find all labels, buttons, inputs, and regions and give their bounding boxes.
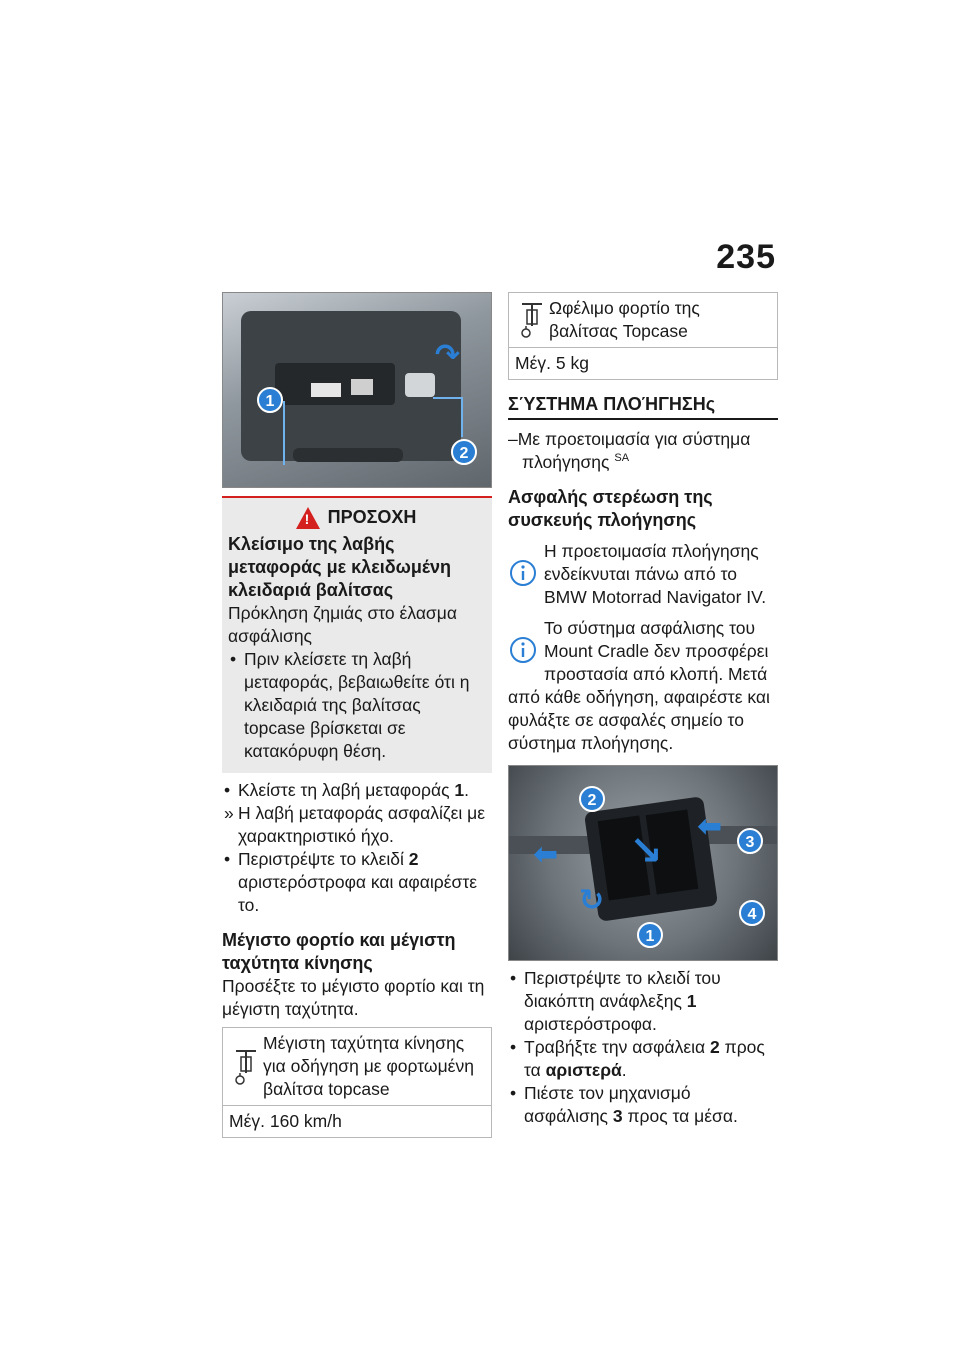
warning-triangle-icon: ! <box>296 507 320 529</box>
callout-marker: 2 <box>579 786 605 812</box>
info-icon <box>508 635 538 665</box>
left-column <box>222 292 492 1138</box>
right-column <box>508 292 778 1128</box>
warning-list <box>228 648 484 763</box>
spec-value: Μέγ. 5 kg <box>515 353 589 373</box>
speed-spec-table <box>222 1027 492 1138</box>
topcase-lock <box>405 373 435 397</box>
topcase-photo <box>222 292 492 488</box>
topcase-latch <box>351 379 373 395</box>
left-steps <box>222 779 492 917</box>
callout-marker: 4 <box>739 900 765 926</box>
max-load-text: Προσέξτε το μέγιστο φορτίο και τη μέγιστη ταχύτητα. <box>222 976 485 1019</box>
leader-line <box>433 397 463 437</box>
left-arrow-icon: ⬅ <box>697 810 723 843</box>
callout-marker: 1 <box>257 387 283 413</box>
callout-marker: 3 <box>737 828 763 854</box>
list-item: • Κλείστε τη λαβή μεταφοράς 1. <box>224 780 469 800</box>
carry-handle <box>293 448 403 462</box>
leader-line <box>283 401 285 465</box>
list-item: • Πιέστε τον μηχανισμό ασφάλισης 3 προς τα μέσα. <box>510 1083 738 1126</box>
page-number: 235 <box>716 238 776 276</box>
weight-gauge-icon <box>229 1032 263 1101</box>
callout-marker: 2 <box>451 439 477 465</box>
mount-cradle-photo <box>508 765 778 961</box>
equipment-note: –Με προετοιμασία για σύστημα πλοήγησης $^{SA}$ <box>508 429 751 472</box>
info-note <box>508 617 778 755</box>
warning-heading: Κλείσιμο της λαβής μεταφοράς με κλειδωμένη κλειδαριά βαλίτσας <box>228 534 451 600</box>
weight-gauge-icon <box>515 297 549 343</box>
rotate-arrow-icon: ↘ <box>629 829 663 873</box>
spec-header-row <box>223 1028 491 1106</box>
info-note <box>508 540 778 609</box>
spec-value: Μέγ. 160 km/h <box>229 1111 342 1131</box>
spec-header-row <box>509 293 777 348</box>
rotate-arrow-icon: ↻ <box>579 884 605 917</box>
rotate-arrow-icon: ↷ <box>435 339 461 372</box>
list-item: » Η λαβή μεταφοράς ασφαλίζει με χαρακτηριστικό ήχο. <box>224 803 486 846</box>
spec-label: Μέγιστη ταχύτητα κίνησης για οδήγηση με φορτωμένη βαλίτσα topcase <box>263 1033 474 1099</box>
callout-marker: 1 <box>637 922 663 948</box>
note-text: Η προετοιμασία πλοήγησης ενδείκνυται πάνω από το BMW Motorrad Navigator IV. <box>544 541 767 607</box>
max-load-heading: Μέγιστο φορτίο και μέγιστη ταχύτητα κίνησης <box>222 930 456 973</box>
warning-box <box>222 498 492 773</box>
warning-header <box>228 506 484 529</box>
list-item: • Τραβήξτε την ασφάλεια 2 προς τα αριστερά. <box>510 1037 765 1080</box>
list-item: • Περιστρέψτε το κλειδί του διακόπτη ανάφλεξης 1 αριστερόστροφα. <box>510 968 721 1034</box>
warning-item: Πριν κλείσετε τη λαβή μεταφοράς, βεβαιωθείτε ότι η κλειδαριά της βαλίτσας topcase βρίσκεται σε κατακόρυφη θέση. <box>244 649 470 761</box>
right-steps <box>508 967 778 1128</box>
list-item: • Πριν κλείσετε τη λαβή μεταφοράς, βεβαιωθείτε ότι η κλειδαριά της βαλίτσας topcase βρίσκεται σε κατακόρυφη θέση. <box>230 649 470 761</box>
payload-spec-table <box>508 292 778 380</box>
list-item: • Περιστρέψτε το κλειδί 2 αριστερόστροφα και αφαιρέστε το. <box>224 849 478 915</box>
note-text: Το σύστημα ασφάλισης του Mount Cradle δεν προσφέρει προστασία από κλοπή. Μετά από κάθε οδήγηση, αφαιρέστε και φυλάξτε σε ασφαλές σημείο το σύστημα πλοήγησης. <box>508 618 770 753</box>
warning-title: ΠΡΟΣΟΧΗ <box>327 507 417 527</box>
warning-text: Πρόκληση ζημιάς στο έλασμα ασφάλισης <box>228 603 457 646</box>
navigation-system-heading: ΣΎΣΤΗΜΑ ΠΛΟΉΓΗΣΗς <box>508 392 778 420</box>
topcase-latch <box>311 383 341 397</box>
spec-label: Ωφέλιμο φορτίο της βαλίτσας Topcase <box>549 298 700 341</box>
secure-mount-heading: Ασφαλής στερέωση της συσκευής πλοήγησης <box>508 487 713 530</box>
left-arrow-icon: ⬅ <box>533 838 559 871</box>
